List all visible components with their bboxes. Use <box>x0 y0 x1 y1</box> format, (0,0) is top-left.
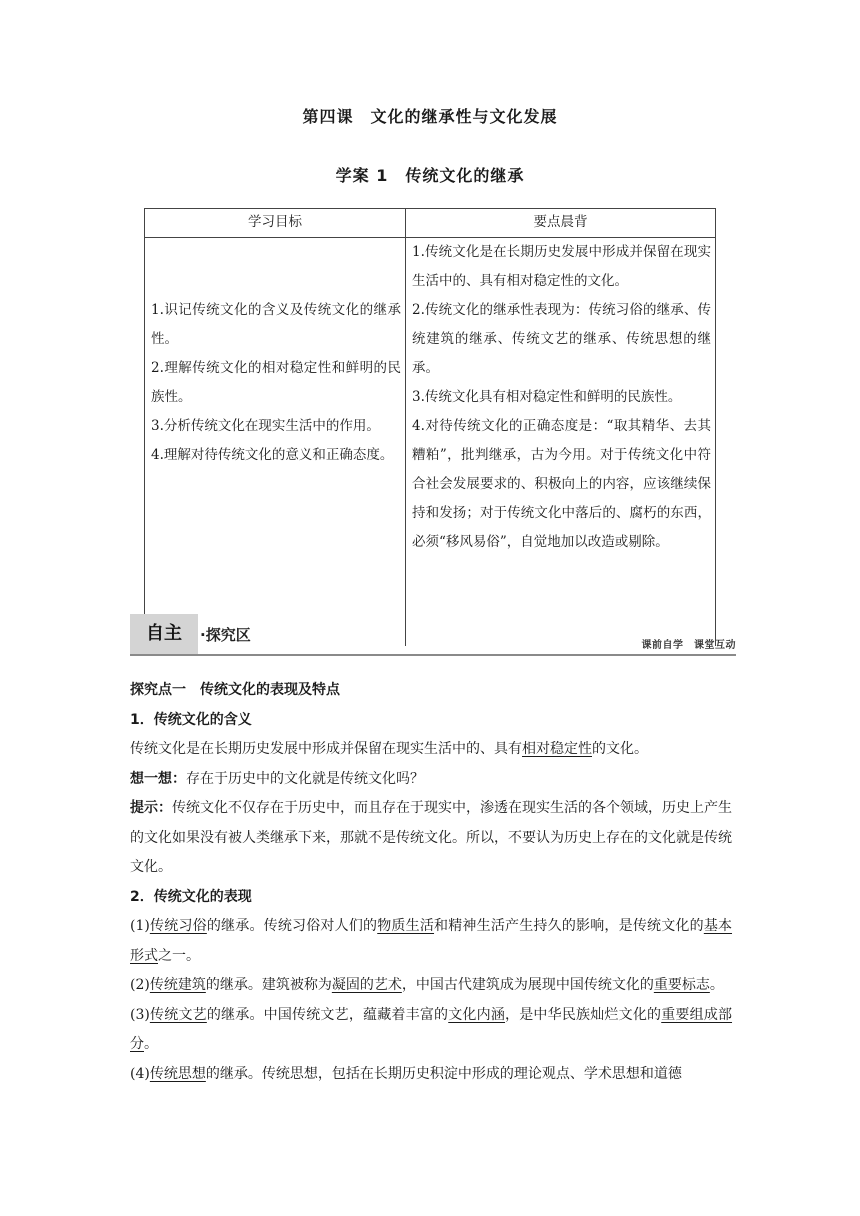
section-label-box: 自主 <box>130 614 198 654</box>
header-key-points: 要点晨背 <box>406 209 716 238</box>
hint-paragraph: 提示：传统文化不仅存在于历史中，而且存在于现实中，渗透在现实生活的各个领域，历史上产生的文化如果没有被人类继承下来，那就不是传统文化。所以，不要认为历史上存在的文化就是传统文化。 <box>130 800 732 875</box>
learning-goal-item: 1.识记传统文化的含义及传统文化的继承性。 <box>151 302 401 347</box>
section-subtitle: 课前自学 课堂互动 <box>641 640 736 651</box>
subheading-manifestations: 2．传统文化的表现 <box>130 888 252 905</box>
explore-point-title: 探究点一 传统文化的表现及特点 <box>130 682 340 698</box>
goals-table-body-row <box>145 238 716 647</box>
underlined-term: 相对稳定性 <box>522 741 592 757</box>
key-point-item: 4.对待传统文化的正确态度是：“取其精华、去其糟粕”，批判继承，古为今用。对于传统文化中符合社会发展要求的、积极向上的内容，应该继续保持和发扬；对于传统文化中落后的、腐朽的东西，必须“移风易俗”，自觉地加以改造或剔除。 <box>412 418 711 550</box>
learning-goals-cell <box>145 238 406 647</box>
subheading-definition: 1．传统文化的含义 <box>130 711 252 728</box>
goals-table-header-row <box>145 209 716 238</box>
learning-goal-item: 4.理解对待传统文化的意义和正确态度。 <box>151 447 394 463</box>
main-content <box>130 676 732 1089</box>
hint-label: 提示： <box>130 800 172 816</box>
manifestation-item: (3)传统文艺的继承。中国传统文艺，蕴藏着丰富的文化内涵，是中华民族灿烂文化的重要组成部分。 <box>130 1006 733 1052</box>
learning-goal-item: 2.理解传统文化的相对稳定性和鲜明的民族性。 <box>151 360 401 405</box>
section-label-rest: ·探究区 <box>200 626 251 644</box>
learning-goal-item: 3.分析传统文化在现实生活中的作用。 <box>151 418 380 434</box>
goals-table <box>144 208 716 646</box>
manifestation-item: (4)传统思想的继承。传统思想，包括在长期历史积淀中形成的理论观点、学术思想和道德 <box>130 1065 682 1082</box>
manifestation-item: (2)传统建筑的继承。建筑被称为凝固的艺术，中国古代建筑成为展现中国传统文化的重要标志。 <box>130 977 724 993</box>
case-title: 学案 1 传统文化的继承 <box>335 166 525 185</box>
think-question: 想一想：存在于历史中的文化就是传统文化吗？ <box>130 770 424 787</box>
lesson-title: 第四课 文化的继承性与文化发展 <box>302 107 558 126</box>
key-points-cell <box>406 238 716 647</box>
key-point-item: 1.传统文化是在长期历史发展中形成并保留在现实生活中的、具有相对稳定性的文化。 <box>412 244 711 289</box>
section-header <box>130 614 736 656</box>
definition-paragraph: 传统文化是在长期历史发展中形成并保留在现实生活中的、具有相对稳定性的文化。 <box>130 741 648 757</box>
key-point-item: 2.传统文化的继承性表现为：传统习俗的继承、传统建筑的继承、传统文艺的继承、传统思想的继承。 <box>412 302 711 376</box>
think-label: 想一想： <box>130 770 186 787</box>
key-point-item: 3.传统文化具有相对稳定性和鲜明的民族性。 <box>412 389 682 405</box>
manifestation-item: (1)传统习俗的继承。传统习俗对人们的物质生活和精神生活产生持久的影响，是传统文化的基本形式之一。 <box>130 918 733 964</box>
header-learning-goals: 学习目标 <box>145 209 406 238</box>
